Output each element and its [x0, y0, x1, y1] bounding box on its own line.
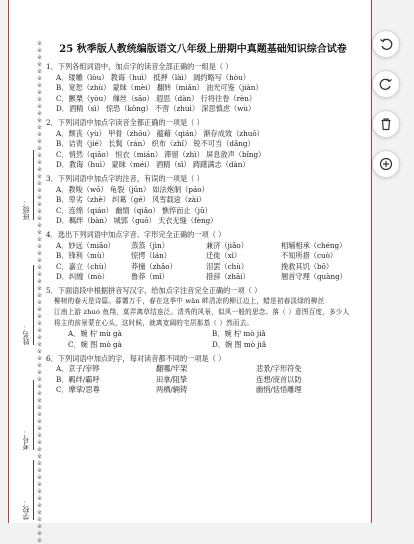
q2-option-b: B．诘责（jié） 长髯（rán） 织布（zhǐ） 锐不可当（dǎng）: [56, 139, 255, 149]
question-5-options: [46, 329, 356, 350]
school-field[interactable]: [21, 460, 34, 520]
q4-b-4: 不知所措（cuò）: [281, 251, 338, 261]
q6-option-c: [56, 385, 356, 396]
q4-option-c: [56, 262, 356, 273]
q6-a-2: 翻哪/牢架: [156, 364, 188, 374]
question-6-options: [46, 364, 356, 396]
redo-icon: [379, 77, 393, 91]
q3-option-b: B．卑劣（zhè） 纠葛（gé） 风雪载途（zài）: [56, 195, 206, 205]
q4-b-2: 惊愕（lán）: [131, 251, 171, 261]
q6-b-1: B．羁绊/霸呼: [56, 374, 100, 384]
q6-c-2: 两栖/辆铸: [156, 385, 188, 395]
q2-option-c: C．悄然（qiǎo） 恒衣（mián） 滞留（zhì） 屏息敛声（bǐng）: [56, 149, 266, 159]
q4-option-b: [56, 251, 356, 262]
name-label: 姓名：: [22, 324, 30, 345]
q4-option-a: [56, 241, 356, 252]
q4-d-2: 鲁莽（mǐ）: [131, 272, 169, 282]
class-label: 班级：: [22, 199, 30, 220]
question-2-stem: 2．下列词语中加点字读音全都正确的一项是（ ）: [46, 117, 204, 127]
q1-option-b: B．宽恕（zhù） 蒙昧（mèi） 翻转（miǎn） 油光可鉴（jiàn）: [56, 83, 263, 93]
q6-option-a: [56, 364, 356, 375]
passage-line-2: 江南上游 zhuó 鱼翔，莫弄离草结连泛。清秀的风景，似风一般的思念。落（ ）意图百度，多少人: [54, 308, 350, 317]
q6-c-3: 幽悄/恬悟雕理: [256, 385, 302, 395]
q5-row-2: [68, 340, 356, 351]
passage-line-1: 柳树的春天是诗篇。暮霭万千，春在这季中 wǎn 畔清凉的柳江边上，蜡是初春淡绿的柳丝: [54, 297, 325, 306]
q4-d-3: 措辞（zhāi）: [206, 272, 250, 282]
class-field[interactable]: [21, 150, 34, 220]
q6-b-2: 田拿/阻挚: [156, 374, 188, 384]
q4-b-1: B．锋利（mù）: [56, 251, 109, 261]
question-6-stem: 6．下列词语中加点的字，每对读音都不同的一项是（ ）: [46, 353, 226, 363]
q6-option-b: [56, 375, 356, 386]
binding-stars: ※※※※※※※※※※※※※※※※※※※※※※※※※※※※※※※※※※※※※※※※※※※※※※※※※※※※※※※※※※※※※※※※※※※※※※※※: [37, 40, 43, 544]
undo-icon: [379, 37, 393, 51]
question-1-options: [46, 73, 356, 115]
add-button[interactable]: [372, 150, 400, 178]
q4-c-4: 挽救其饥（bō）: [281, 261, 334, 271]
question-3-stem: 3．下列词语中加点字的注音，有误的一项是（ ）: [46, 173, 204, 183]
q1-option-c: C．颤栗（yòu） 缫丝（sāo） 遐思（dàn） 行将往卷（rèn）: [56, 93, 257, 103]
exam-title: 25 秋季版人教统编版语文八年级上册期中真题基础知识综合试卷: [59, 44, 347, 55]
question-4-stem: 4．选出下列词语中加点字音、字形完全正确的一项（ ）: [46, 229, 226, 239]
q6-a-3: 悲景/字形符免: [256, 364, 302, 374]
q4-d-1: D．纠缠（mò）: [56, 272, 109, 282]
q1-option-d: D．酒精（sì） 惊恐（kǒng） 不啻（zhuì） 深思慎虑（wù）: [56, 104, 256, 114]
q6-c-1: C．摩挲/思尊: [56, 385, 100, 395]
q4-a-2: 蒸蒸（jìn）: [131, 240, 169, 250]
question-5-passage: [46, 296, 356, 329]
q5-option-d: D．婉 图 mò jiǎ: [212, 340, 267, 350]
question-3-options: [46, 185, 356, 227]
q5-option-b: B．婉 柠 mò jiǎ: [212, 329, 266, 339]
q4-d-4: 翘首守理（quàng）: [281, 272, 347, 282]
q3-option-c: C．连绵（qiáo） 幽情（qiǎo） 憔悴而止（jū）: [56, 205, 212, 215]
q5-row-1: [68, 329, 356, 340]
exam-no-label: 考号：: [22, 429, 30, 450]
q6-b-3: 连想/庞首以防: [256, 374, 302, 384]
undo-button[interactable]: [372, 30, 400, 58]
trash-icon: [379, 117, 393, 131]
side-toolbar: [372, 30, 400, 178]
q4-a-1: A．妙远（miǎo）: [56, 240, 115, 250]
q1-option-a: A．镂雕（lòu） 教诲（huì） 抵押（lài） 阔约略写（hòu）: [56, 72, 250, 82]
q4-c-3: 泪罢（chù）: [206, 261, 249, 271]
delete-button[interactable]: [372, 110, 400, 138]
q4-c-2: 莽撞（zhǎo）: [131, 261, 177, 271]
q2-option-a: A．颓丧（yù） 甲骨（zhōu） 蕴藉（qián） 渐存成效（zhuō）: [56, 128, 264, 138]
q4-c-1: C．嘉立（chù）: [56, 261, 111, 271]
question-list: [46, 62, 356, 396]
question-1-stem: 1．下列各组词语中，加点字的读音全部正确的一组是（ ）: [46, 62, 233, 71]
q4-a-3: 兼济（jiǎo）: [206, 240, 248, 250]
passage-line-3: 将主的前景蒙在心头，这时候，就离宽阔的宅居那基（ ）然而去。: [54, 319, 254, 328]
q3-option-a: A．教唆（wō） 龟裂（jūn） 如法炮制（páo）: [56, 184, 209, 194]
q3-option-d: D．羁绊（bàn） 城郭（guō） 天衣无缝（fèng）: [56, 216, 218, 226]
question-2-options: [46, 129, 356, 171]
q4-b-3: 迁徙（xì）: [206, 251, 242, 261]
plus-circle-icon: [379, 157, 393, 171]
school-label: 学校：: [22, 499, 30, 520]
q4-option-d: [56, 272, 356, 283]
q2-option-d: D．教诲（huì） 蒙昧（méi） 酒精（sì） 踌躇满志（dàn）: [56, 160, 250, 170]
q5-option-c: C．婉 图 mò gà: [68, 340, 122, 350]
exam-no-field[interactable]: [21, 380, 34, 450]
redo-button[interactable]: [372, 70, 400, 98]
q5-option-a: A．婉 柠 mù gà: [68, 329, 122, 339]
name-field[interactable]: [21, 265, 34, 345]
question-4-options: [46, 241, 356, 283]
q6-a-1: A．京子/宰铧: [56, 364, 100, 374]
q4-a-4: 相辅相承（chéng）: [281, 240, 347, 250]
question-5-stem: 5．下面语段中根据拼音写汉字、给加点字注音完全正确的一项（ ）: [46, 285, 262, 295]
